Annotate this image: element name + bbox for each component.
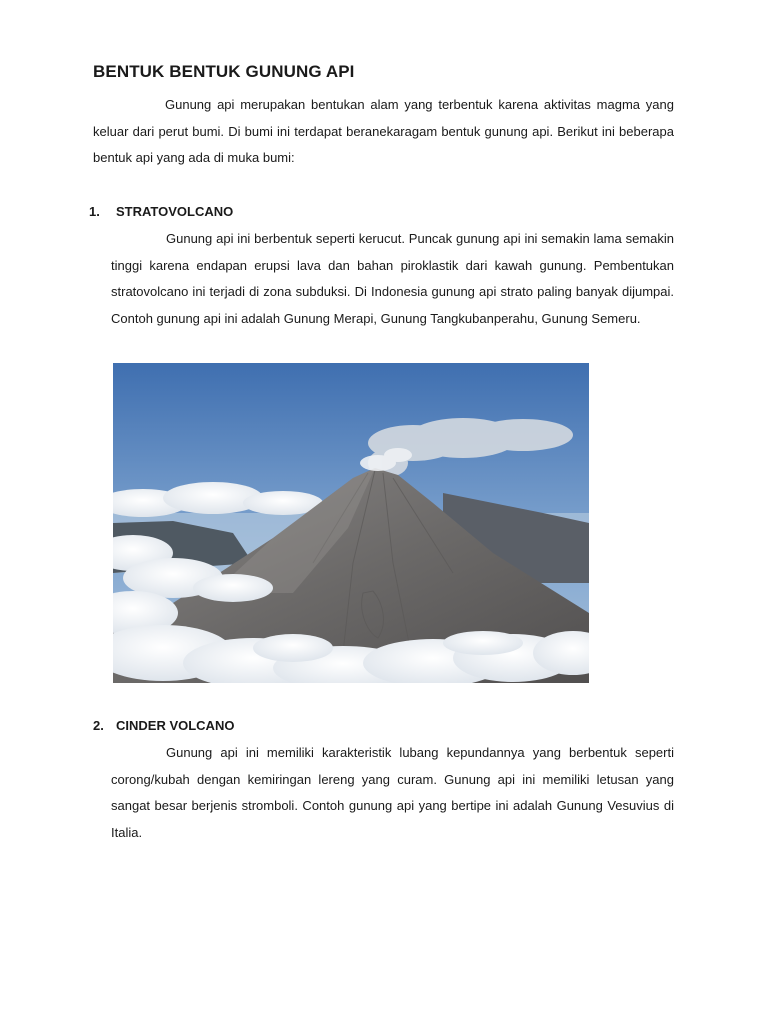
intro-paragraph: Gunung api merupakan bentukan alam yang terbentuk karena aktivitas magma yang keluar dari perut bumi. Di bumi ini terdapat beranekaragam bentuk gunung api. Berikut ini beberapa bentuk api yang ada di muka bumi:	[93, 97, 674, 165]
section-2-number: 2.	[93, 718, 104, 733]
section-2-title: CINDER VOLCANO	[116, 718, 235, 733]
section-2-body: Gunung api ini memiliki karakteristik lubang kepundannya yang berbentuk seperti corong/kubah dengan kemiringan lereng yang curam. Gunung api ini memiliki letusan yang sangat besar berjenis stromboli. Contoh gunung api yang bertipe ini adalah Gunung Vesuvius di Italia.	[111, 745, 674, 840]
section-1-body: Gunung api ini berbentuk seperti kerucut. Puncak gunung api ini semakin lama semakin tinggi karena endapan erupsi lava dan bahan piroklastik dari kawah gunung. Pembentukan stratovolcano ini terjadi di zona subduksi. Di Indonesia gunung api strato paling banyak dijumpai. Contoh gunung api ini adalah Gunung Merapi, Gunung Tangkubanperahu, Gunung Semeru.	[111, 231, 674, 326]
section-1-heading	[89, 204, 233, 219]
section-2-heading	[93, 718, 234, 733]
section-1-title: STRATOVOLCANO	[116, 204, 234, 219]
section-1-number: 1.	[89, 204, 100, 219]
stratovolcano-photo	[113, 363, 589, 683]
document-title: BENTUK BENTUK GUNUNG API	[93, 62, 355, 81]
